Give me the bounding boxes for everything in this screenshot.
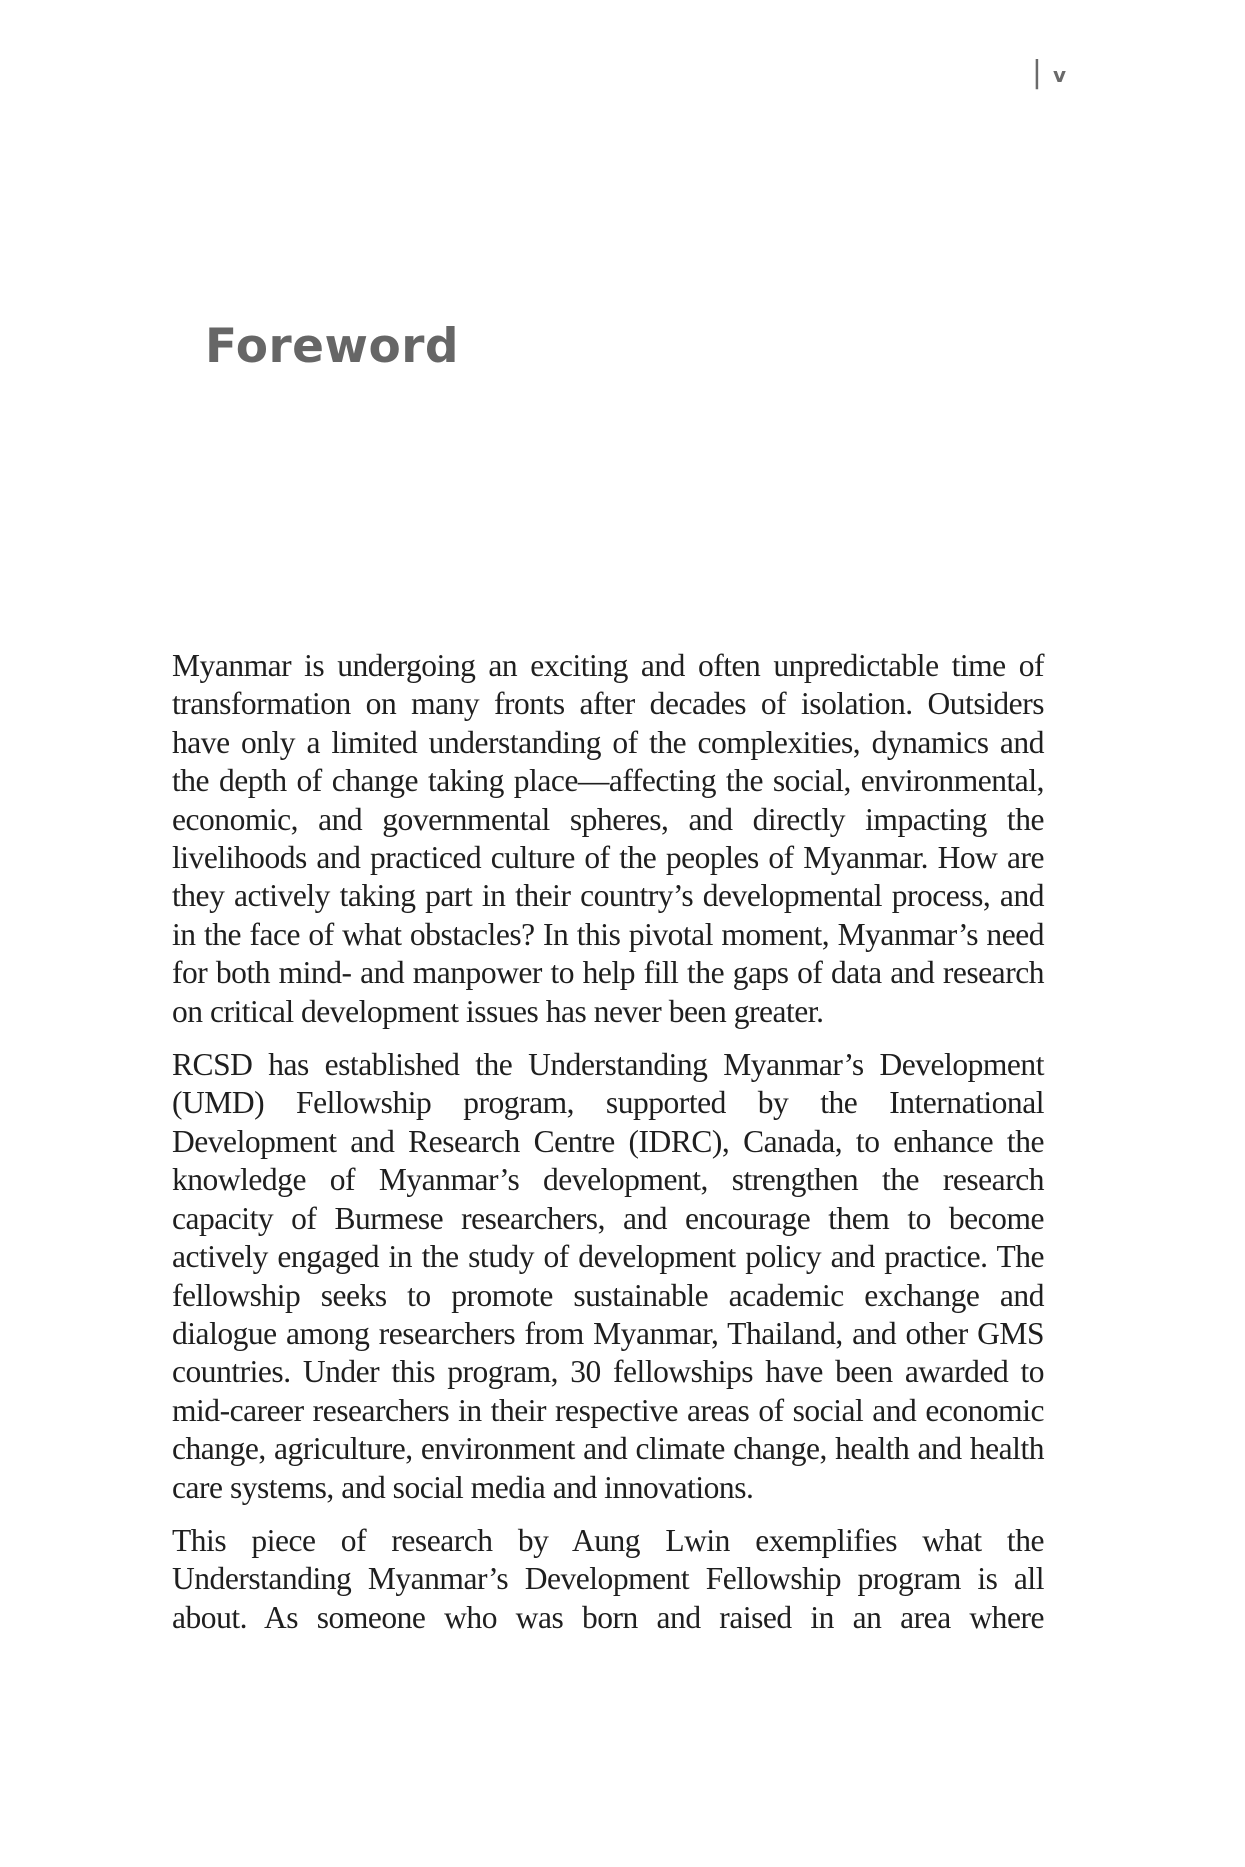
foreword-text (172, 647, 1044, 1637)
page-title: Foreword (205, 319, 460, 374)
paragraph: RCSD has established the Understanding Myanmar’s Development (UMD) Fellowship program, supported by the International Development and Research Centre (IDRC), Canada, to enhance the knowledge of Myanmar’s development, strengthen the research capacity of Burmese researchers, and encourage them to become actively engaged in the study of development policy and practice. The fellowship seeks to promote sustainable academic exchange and dialogue among researchers from Myanmar, Thailand, and other GMS countries. Under this program, 30 fellowships have been awarded to mid-career researchers in their respective areas of social and economic change, agriculture, environment and climate change, health and health care systems, and social media and innovations. (172, 1047, 1044, 1505)
page-number: v (1052, 63, 1066, 87)
page-header (1031, 55, 1066, 90)
paragraph: Myanmar is undergoing an exciting and often unpredictable time of transformation on many fronts after decades of isolation. Outsiders have only a limited understanding of the complexities, dynamics and the depth of change taking place—affecting the social, environmental, economic, and governmental spheres, and directly impacting the livelihoods and practiced culture of the peoples of Myanmar. How are they actively taking part in their country’s developmental process, and in the face of what obstacles? In this pivotal moment, Myanmar’s need for both mind- and manpower to help fill the gaps of data and research on critical development issues has never been greater. (172, 648, 1044, 1029)
folio-separator-bar: | (1031, 55, 1042, 90)
paragraph: This piece of research by Aung Lwin exemplifies what the Understanding Myanmar’s Development Fellowship program is all about. As someone who was born and raised in an area where (172, 1522, 1044, 1635)
